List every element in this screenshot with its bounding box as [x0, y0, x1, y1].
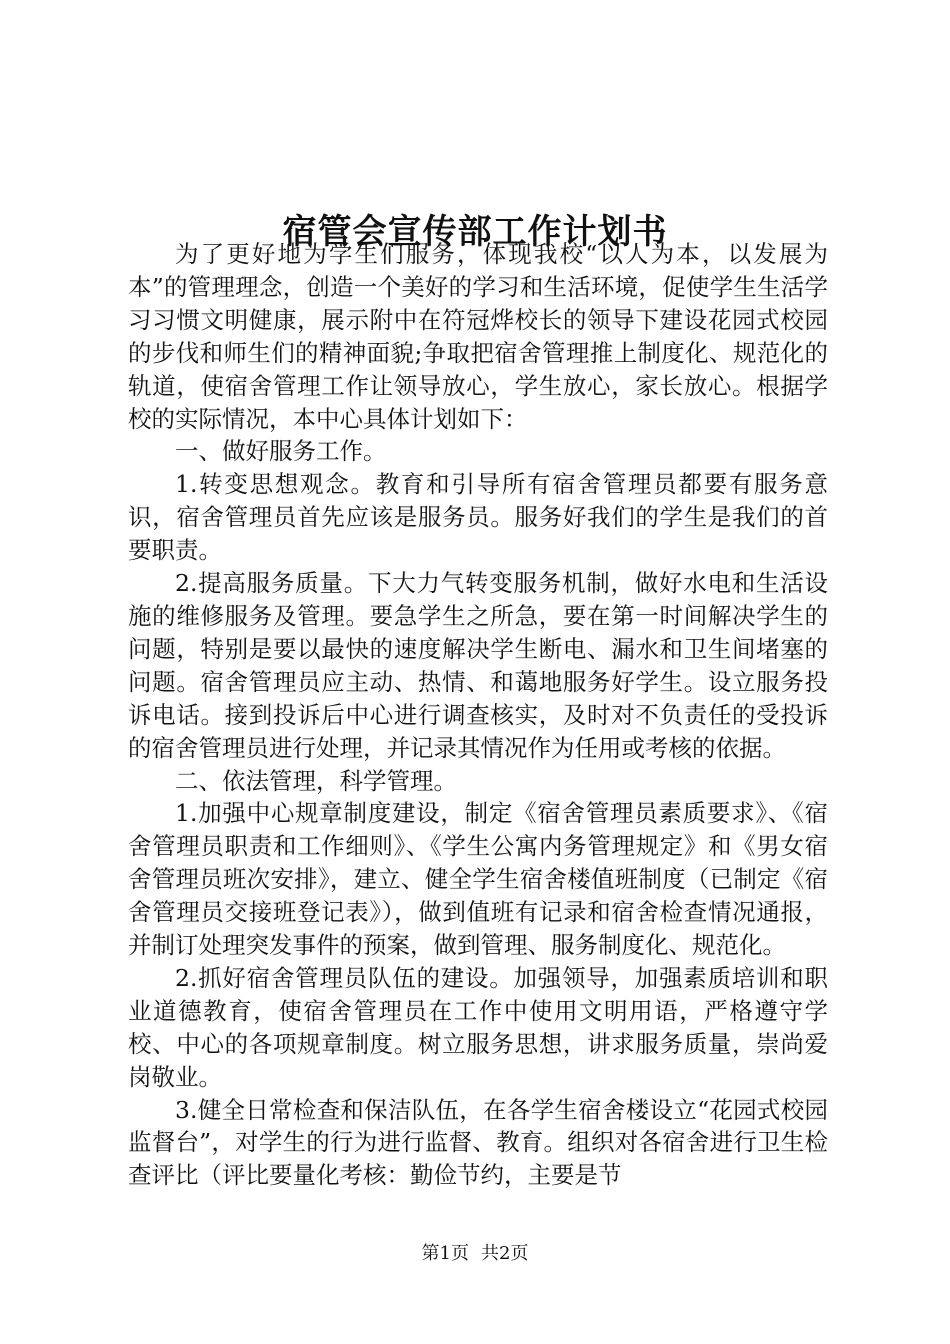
paragraph-service-2: 2.提高服务质量。下大力气转变服务机制，做好水电和生活设施的维修服务及管理。要急学生之所急，要在第一时间解决学生的问题，特别是要以最快的速度解决学生断电、漏水和卫生间堵塞的问题。宿舍管理员应主动、热情、和蔼地服务好学生。设立服务投诉电话。接到投诉后中心进行调查核实，及时对不负责任的受投诉的宿舍管理员进行处理，并记录其情况作为任用或考核的依据。: [128, 569, 828, 762]
section-heading-management: 二、依法管理，科学管理。: [175, 766, 457, 795]
paragraph-intro: 为了更好地为学生们服务，体现我校“以人为本，以发展为本”的管理理念，创造一个美好的学习和生活环境，促使学生生活学习习惯文明健康，展示附中在符冠烨校长的领导下建设花园式校园的步伐和师生们的精神面貌;争取把宿舍管理推上制度化、规范化的轨道，使宿舍管理工作让领导放心，学生放心，家长放心。根据学校的实际情况，本中心具体计划如下：: [128, 240, 828, 433]
document-body: [128, 238, 828, 1192]
page-total: 共2页: [481, 1243, 529, 1264]
page-footer: [0, 1241, 950, 1267]
paragraph-management-3: 3.健全日常检查和保洁队伍，在各学生宿舍楼设立“花园式校园监督台”，对学生的行为进行监督、教育。组织对各宿舍进行卫生检查评比（评比要量化考核：勤俭节约，主要是节: [128, 1095, 828, 1190]
paragraph-management-2: 2.抓好宿舍管理员队伍的建设。加强领导，加强素质培训和职业道德教育，使宿舍管理员在工作中使用文明用语，严格遵守学校、中心的各项规章制度。树立服务思想，讲求服务质量，崇尚爱岗敬业。: [128, 963, 828, 1091]
section-heading-service: 一、做好服务工作。: [175, 437, 387, 466]
document-title: 宿管会宣传部工作计划书: [282, 211, 668, 252]
page-number: 第1页: [421, 1243, 469, 1264]
paragraph-management-1: 1.加强中心规章制度建设，制定《宿舍管理员素质要求》、《宿舍管理员职责和工作细则》、《学生公寓内务管理规定》和《男女宿舍管理员班次安排》，建立、健全学生宿舍楼值班制度（已制定《宿舍管理员交接班登记表》），做到值班有记录和宿舍检查情况通报，并制订处理突发事件的预案，做到管理、服务制度化、规范化。: [128, 799, 828, 960]
paragraph-service-1: 1.转变思想观念。教育和引导所有宿舍管理员都要有服务意识，宿舍管理员首先应该是服务员。服务好我们的学生是我们的首要职责。: [128, 470, 828, 565]
